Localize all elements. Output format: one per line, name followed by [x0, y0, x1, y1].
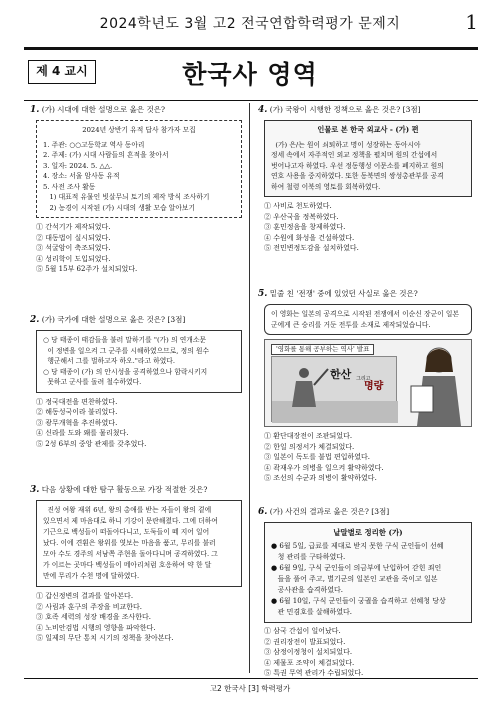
question-2 — [30, 314, 242, 462]
text-line: 1) 대표적 유물인 빗살무늬 토기의 제작 방식 조사하기 — [43, 193, 210, 201]
answer-option[interactable]: ① 삼국 간섭이 일어났다. — [264, 627, 341, 635]
answer-option[interactable]: ③ 석굴암이 축조되었다. — [36, 244, 111, 253]
answer-option[interactable]: ② 권리장전이 발표되었다. — [264, 637, 346, 646]
answer-option[interactable]: ③ 호족 세력의 성장 배경을 조사한다. — [36, 613, 152, 622]
answer-option[interactable]: ① 간석기가 제작되었다. — [36, 223, 111, 231]
page-footer: 고2 한국사 [3] 학력평가 — [209, 684, 291, 693]
text-line: 공사관을 습격하였다. — [271, 586, 343, 594]
text-line: 3. 일자: 2024. 5. △△. — [43, 161, 113, 170]
answer-option[interactable]: ① 환단대장전이 조판되었다. — [264, 432, 353, 440]
session-label: 제 4 교시 — [28, 60, 96, 84]
question-5-speech-bubble: 이 영화는 일본의 공격으로 시작된 전쟁에서 이순신 장군이 일본군에게 큰 승리를 거둔 전투를 소재로 제작되었습니다. — [264, 304, 472, 335]
question-6-stem — [258, 506, 472, 518]
question-5-illustration — [264, 339, 472, 427]
text-line: 있으면서 제 마음대로 하니 기강이 문란해졌다. 그에 더하여 — [43, 517, 218, 525]
question-4-options — [264, 201, 472, 254]
source-box-lines — [271, 140, 465, 193]
question-text: (가) 시대에 대한 설명으로 옳은 것은? — [41, 105, 166, 114]
scroll-box-lines — [271, 541, 465, 618]
answer-option[interactable]: ② 우산국을 정복하였다. — [264, 212, 339, 221]
text-line: 연호 사용을 중지하였다. 또한 동북면의 쌍성총관부를 공격 — [271, 172, 444, 180]
answer-option[interactable]: ④ 곽재우가 의병을 일으켜 활약하였다. — [264, 463, 384, 472]
answer-option[interactable]: ④ 제물포 조약이 체결되었다. — [264, 658, 355, 667]
column-divider — [249, 103, 250, 673]
question-text: 밑줄 친 '전쟁' 중에 있었던 사실로 옳은 것은? — [269, 289, 418, 298]
answer-option[interactable]: ② 한일 의정서가 체결되었다. — [264, 442, 355, 451]
source-box-title: 2024년 상반기 유적 답사 참가자 모집 — [82, 126, 196, 134]
poster-title: 한산 — [330, 368, 352, 381]
answer-option[interactable]: ⑤ 일제의 무단 통치 시기의 정책을 찾아본다. — [36, 634, 174, 643]
scroll-box-title: 낱말별로 정리한 (가) — [333, 528, 403, 537]
text-line: ○ 당 태종이 태감들을 불러 말하기를 "(가) 의 연개소문 — [43, 336, 206, 344]
text-line: 났다. 이에 견훤은 왕위를 엿보는 마음을 품고, 무리를 불러 — [43, 539, 216, 547]
answer-option[interactable]: ① 갑신정변의 결과를 알아본다. — [36, 592, 134, 600]
answer-option[interactable]: ③ 광무개혁을 추진하였다. — [36, 418, 118, 427]
answer-option[interactable]: ④ 신라를 도와 왜를 물리쳤다. — [36, 429, 129, 438]
question-6-scroll-box — [264, 522, 472, 623]
text-line: 모아 수도 경주의 서남쪽 주현을 돌아다니며 공격하였다. 그 — [43, 550, 218, 558]
question-4-stem — [258, 104, 472, 116]
answer-option[interactable]: ④ 성리학이 도입되었다. — [36, 254, 111, 263]
question-5 — [258, 288, 472, 488]
left-column — [30, 104, 242, 644]
question-3-stem — [30, 484, 242, 496]
source-box-title: 인물로 본 한국 외교사 - (가) 편 — [317, 125, 419, 134]
text-line: 2. 주제: (가) 시대 사람들의 흔적을 찾아서 — [43, 151, 169, 159]
question-number: 4. — [258, 105, 268, 115]
answer-option[interactable]: ④ 수원에 화성을 건설하였다. — [264, 233, 355, 242]
answer-option[interactable]: ⑤ 특권 무역 관리가 수립되었다. — [264, 669, 364, 678]
page-number: 1 — [465, 10, 478, 34]
answer-option[interactable]: ② 대동법이 실시되었다. — [36, 233, 111, 242]
text-line: 이 정변을 일으켜 그 군주를 시해하였으므로, 정의 원수 — [43, 346, 210, 355]
question-3-source-box — [36, 500, 242, 587]
question-4 — [258, 104, 472, 284]
text-line: 2) 농경이 시작된 (가) 시대의 생활 모습 알아보기 — [43, 203, 196, 212]
question-3 — [30, 484, 242, 644]
source-box-lines — [43, 140, 235, 214]
answer-option[interactable]: ② 사림과 훈구의 주장을 비교한다. — [36, 602, 143, 611]
footer-rule — [24, 678, 478, 679]
text-line: 하여 철령 이북의 영토를 회복하였다. — [271, 182, 381, 191]
question-1 — [30, 104, 242, 294]
question-number: 3. — [30, 485, 40, 495]
answer-option[interactable]: ⑤ 2성 6부의 중앙 관제를 갖추었다. — [36, 439, 147, 448]
question-number: 1. — [30, 105, 40, 115]
text-line: 행군해서 그를 벌하고자 하오."라고 하였다. — [43, 357, 176, 365]
subject-rule — [24, 100, 478, 101]
right-column — [258, 104, 472, 679]
answer-option[interactable]: ③ 삼정이정청이 설치되었다. — [264, 648, 353, 657]
answer-option[interactable]: ④ 노비안검법 시행의 영향을 파악한다. — [36, 623, 156, 632]
text-line: 가 이르는 곳마다 백성들이 메아리처럼 호응하여 약 한 달 — [43, 561, 212, 569]
text-line: 만에 무리가 수천 명에 달하였다. — [43, 572, 140, 580]
question-number: 6. — [258, 507, 268, 517]
question-4-source-box — [264, 120, 472, 197]
text-line: ○ 당 태종이 (가) 의 안시성을 공격하였으나 함락시키지 — [43, 367, 208, 376]
question-1-source-box — [36, 120, 242, 218]
answer-option[interactable]: ① 정국대전을 편찬하였다. — [36, 397, 118, 406]
text-line: 관 민겸호를 살해하였다. — [271, 608, 352, 616]
answer-option[interactable]: ⑤ 5월 15부 62주가 설치되었다. — [36, 265, 138, 274]
text-line: 5. 사전 조사 활동 — [43, 182, 96, 191]
movie-poster — [271, 356, 397, 422]
question-3-options — [36, 591, 242, 644]
source-box-lines — [43, 335, 235, 388]
text-line: 4. 장소: 서울 암사동 유적 — [43, 172, 120, 180]
student-figure — [405, 342, 469, 426]
question-2-source-box — [36, 330, 242, 393]
student-icon — [405, 342, 469, 426]
answer-option[interactable]: ⑤ 조선의 수군과 의병이 활약하였다. — [264, 474, 377, 483]
header-rule — [24, 47, 478, 50]
poster-subtitle: 명량 — [364, 381, 384, 392]
text-line: 청 관리를 구타하였다. — [271, 553, 346, 561]
text-line: 기근으로 백성들이 떠돌아다니고, 도둑들이 떼 지어 일어 — [43, 528, 210, 536]
question-6-options — [264, 626, 472, 679]
text-line: ● 6월 5일, 급료를 제대로 받지 못한 구식 군인들이 선혜 — [271, 542, 444, 550]
question-1-stem — [30, 104, 242, 116]
answer-option[interactable]: ③ 일본이 독도를 불법 편입하였다. — [264, 453, 371, 462]
question-5-options — [264, 431, 472, 484]
text-line: ● 6월 9일, 구식 군인들이 의금부에 난입하여 갇힌 죄인 — [271, 564, 442, 572]
answer-option[interactable]: ② 해동성국이라 불리었다. — [36, 408, 118, 417]
answer-option[interactable]: ③ 훈민정음을 창제하였다. — [264, 223, 346, 232]
question-text: (가) 국가에 대한 설명으로 옳은 것은? [3점] — [41, 315, 186, 324]
text-line: ● 6월 10일, 구식 군인들이 궁궐을 습격하고 선혜청 당상 — [271, 597, 446, 605]
exam-title: 2024학년도 3월 고2 전국연합학력평가 문제지 — [99, 16, 401, 32]
question-5-stem — [258, 288, 472, 300]
poster-conjunction: 그리고 — [356, 376, 371, 382]
text-line: (가) 은/는 원이 쇠퇴하고 명이 성장하는 동아시아 — [271, 140, 421, 149]
question-text: (가) 사건의 결과로 옳은 것은? [3점] — [269, 507, 390, 516]
question-2-options — [36, 397, 242, 450]
question-number: 2. — [30, 315, 40, 325]
text-line: 못하고 군사를 돌려 철수하였다. — [43, 378, 142, 386]
text-line: 1. 주관: ○○고등학교 역사 동아리 — [43, 140, 145, 149]
presentation-label: '영화를 통해 공부하는 역사' 발표 — [271, 344, 374, 355]
source-box-lines — [43, 505, 235, 582]
question-number: 5. — [258, 289, 268, 299]
answer-option[interactable]: ⑤ 전민변정도감을 설치하였다. — [264, 244, 359, 253]
question-text: 다음 상황에 대한 탐구 활동으로 가장 적절한 것은? — [41, 485, 208, 494]
answer-option[interactable]: ① 사비로 천도하였다. — [264, 202, 332, 210]
question-text: (가) 국왕이 시행한 정책으로 옳은 것은? [3점] — [269, 105, 421, 114]
text-line: 벗어나고자 하였다. 우선 정동행성 이문소를 폐지하고 원의 — [271, 161, 444, 170]
text-line: 진성 여왕 재위 6년, 왕의 총애를 받는 자들이 왕의 곁에 — [43, 506, 212, 514]
text-line: 들을 풀어 주고, 별기군의 일본인 교관을 죽이고 일본 — [271, 575, 438, 583]
subject-title: 한국사 영역 — [182, 60, 318, 89]
text-line: 정세 속에서 자주적인 외교 정책을 펼치며 원의 간섭에서 — [271, 151, 438, 159]
question-6 — [258, 506, 472, 679]
question-1-options — [36, 222, 242, 275]
question-2-stem — [30, 314, 242, 326]
